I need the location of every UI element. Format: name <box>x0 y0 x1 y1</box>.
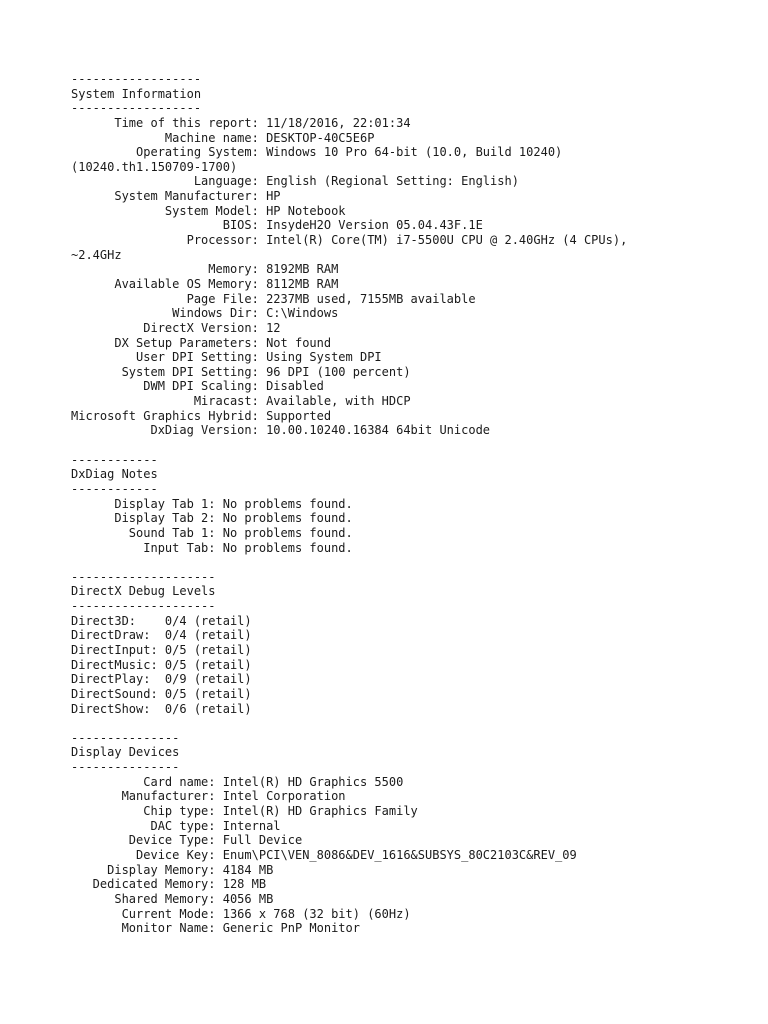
report-line: DX Setup Parameters: Not found <box>71 335 332 350</box>
blank-line <box>71 555 761 570</box>
report-line: BIOS: InsydeH2O Version 05.04.43F.1E <box>71 218 483 233</box>
report-line: Language: English (Regional Setting: English) <box>71 174 519 189</box>
report-line: Input Tab: No problems found. <box>71 540 353 555</box>
dxdiag-report-text <box>71 72 761 936</box>
report-line: Device Key: Enum\PCI\VEN_8086&DEV_1616&SUBSYS_80C2103C&REV_09 <box>71 847 577 862</box>
report-line: DirectPlay: 0/9 (retail) <box>71 672 252 687</box>
report-line: System Model: HP Notebook <box>71 203 346 218</box>
report-line: System DPI Setting: 96 DPI (100 percent) <box>71 364 411 379</box>
report-line: Monitor Name: Generic PnP Monitor <box>71 921 360 936</box>
report-line: Memory: 8192MB RAM <box>71 262 339 277</box>
report-line: --------------- <box>71 730 180 745</box>
report-line: ------------ <box>71 452 158 467</box>
report-line: ------------------ <box>71 101 202 116</box>
report-line: Windows Dir: C:\Windows <box>71 306 339 321</box>
report-line: Dedicated Memory: 128 MB <box>71 877 267 892</box>
report-line: DxDiag Version: 10.00.10240.16384 64bit Unicode <box>71 423 491 438</box>
report-line: DWM DPI Scaling: Disabled <box>71 379 324 394</box>
report-line: Display Memory: 4184 MB <box>71 862 274 877</box>
report-line: -------------------- <box>71 569 216 584</box>
blank-line <box>71 716 761 731</box>
report-line: Card name: Intel(R) HD Graphics 5500 <box>71 774 404 789</box>
report-line: DirectDraw: 0/4 (retail) <box>71 628 252 643</box>
report-line: Microsoft Graphics Hybrid: Supported <box>71 408 332 423</box>
report-line: Current Mode: 1366 x 768 (32 bit) (60Hz) <box>71 906 411 921</box>
report-line: Display Tab 1: No problems found. <box>71 496 353 511</box>
report-line: System Manufacturer: HP <box>71 189 281 204</box>
report-line: DirectX Version: 12 <box>71 320 281 335</box>
report-line: DAC type: Internal <box>71 818 281 833</box>
report-line: DirectMusic: 0/5 (retail) <box>71 657 252 672</box>
report-line: Chip type: Intel(R) HD Graphics Family <box>71 804 418 819</box>
report-line: DirectInput: 0/5 (retail) <box>71 642 252 657</box>
report-line: Direct3D: 0/4 (retail) <box>71 613 252 628</box>
report-line: ------------------ <box>71 72 202 86</box>
report-line: (10240.th1.150709-1700) <box>71 159 238 174</box>
report-line: DirectX Debug Levels <box>71 584 216 599</box>
report-line: DirectSound: 0/5 (retail) <box>71 686 252 701</box>
report-line: ------------ <box>71 481 158 496</box>
report-line: Miracast: Available, with HDCP <box>71 394 411 409</box>
report-line: System Information <box>71 86 202 101</box>
report-line: -------------------- <box>71 599 216 614</box>
report-line: Operating System: Windows 10 Pro 64-bit (10.0, Build 10240) <box>71 145 563 160</box>
report-line: Device Type: Full Device <box>71 833 303 848</box>
report-line: Available OS Memory: 8112MB RAM <box>71 276 339 291</box>
report-line: Shared Memory: 4056 MB <box>71 891 274 906</box>
report-line: Sound Tab 1: No problems found. <box>71 525 353 540</box>
report-line: Processor: Intel(R) Core(TM) i7-5500U CPU @ 2.40GHz (4 CPUs), <box>71 233 628 248</box>
report-line: DirectShow: 0/6 (retail) <box>71 701 252 716</box>
report-line: Display Tab 2: No problems found. <box>71 511 353 526</box>
report-line: DxDiag Notes <box>71 467 158 482</box>
report-line: Machine name: DESKTOP-40C5E6P <box>71 130 375 145</box>
report-line: --------------- <box>71 760 180 775</box>
report-line: Time of this report: 11/18/2016, 22:01:34 <box>71 115 411 130</box>
report-line: User DPI Setting: Using System DPI <box>71 350 382 365</box>
blank-line <box>71 438 761 453</box>
report-line: Page File: 2237MB used, 7155MB available <box>71 291 476 306</box>
report-line: Manufacturer: Intel Corporation <box>71 789 346 804</box>
report-line: ~2.4GHz <box>71 247 122 262</box>
report-line: Display Devices <box>71 745 180 760</box>
